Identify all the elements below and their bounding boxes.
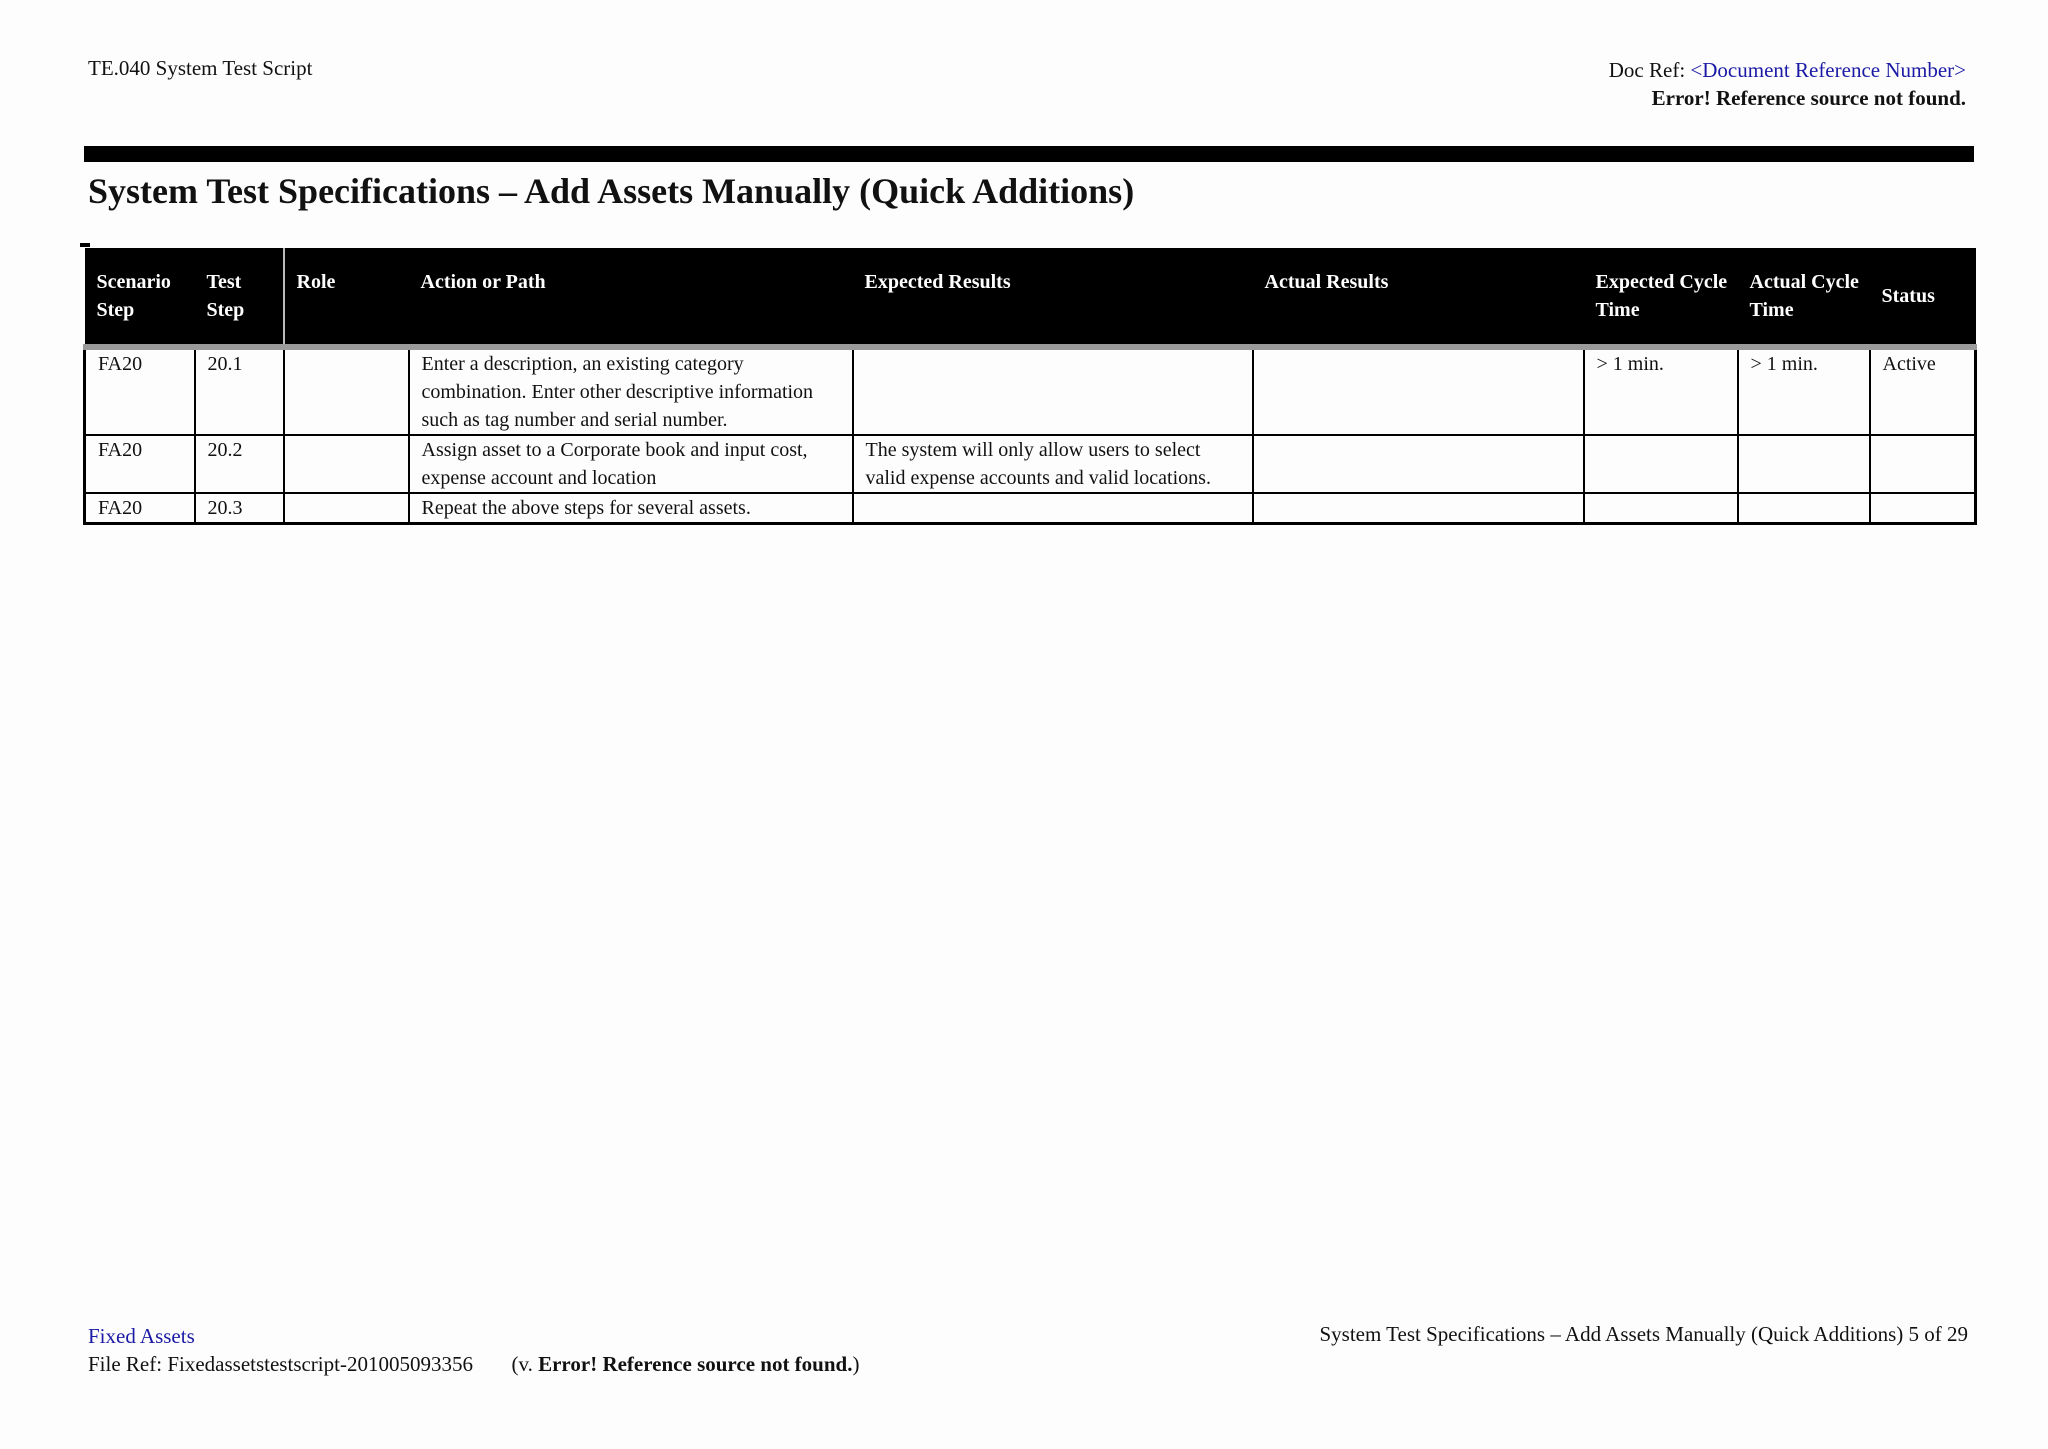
doc-ref-label: Doc Ref:: [1608, 58, 1691, 82]
cell-actual-cycle-time: > 1 min.: [1738, 347, 1870, 435]
header-doc-ref: [1609, 56, 1966, 112]
cell-expected-results: [853, 347, 1253, 435]
cell-role: [284, 493, 409, 524]
cell-action-or-path: Enter a description, an existing category combination. Enter other descriptive information such as tag number and serial number.: [409, 347, 853, 435]
cell-expected-results: [853, 493, 1253, 524]
cell-actual-cycle-time: [1738, 493, 1870, 524]
cell-actual-results: [1253, 493, 1584, 524]
cell-scenario-step: FA20: [85, 435, 195, 493]
cell-role: [284, 435, 409, 493]
footer-file-ref: File Ref: Fixedassetstestscript-201005093356: [88, 1352, 473, 1376]
cell-action-or-path: Repeat the above steps for several assets.: [409, 493, 853, 524]
cell-actual-cycle-time: [1738, 435, 1870, 493]
col-header-status: Status: [1870, 248, 1976, 347]
table-row: [85, 347, 1976, 435]
cell-actual-results: [1253, 435, 1584, 493]
table-anchor-mark: [80, 243, 90, 247]
footer-file-ref-line: [88, 1350, 859, 1378]
table-row: [85, 435, 1976, 493]
cell-expected-cycle-time: > 1 min.: [1584, 347, 1738, 435]
cell-status: [1870, 493, 1976, 524]
col-header-expected-results: Expected Results: [853, 248, 1253, 347]
col-header-role: Role: [284, 248, 409, 347]
cell-test-step: 20.2: [195, 435, 284, 493]
cell-scenario-step: FA20: [85, 493, 195, 524]
page-title: System Test Specifications – Add Assets Manually (Quick Additions): [88, 171, 1135, 211]
test-spec-table: [83, 248, 1977, 525]
cell-action-or-path: Assign asset to a Corporate book and input cost, expense account and location: [409, 435, 853, 493]
footer-page-info: System Test Specifications – Add Assets Manually (Quick Additions) 5 of 29: [1319, 1322, 1968, 1346]
footer-fixed-assets-link[interactable]: Fixed Assets: [88, 1324, 195, 1348]
table-row: [85, 493, 1976, 524]
header-rule: [84, 146, 1974, 162]
cell-expected-cycle-time: [1584, 493, 1738, 524]
doc-ref-line: [1609, 56, 1966, 84]
cell-status: Active: [1870, 347, 1976, 435]
footer-version-suffix: ): [852, 1352, 860, 1376]
footer-version-prefix: (v.: [511, 1352, 539, 1376]
cell-test-step: 20.3: [195, 493, 284, 524]
cell-actual-results: [1253, 347, 1584, 435]
table-header-row: [85, 248, 1976, 347]
col-header-expected-cycle-time: Expected Cycle Time: [1584, 248, 1738, 347]
col-header-actual-cycle-time: Actual Cycle Time: [1738, 248, 1870, 347]
cell-scenario-step: FA20: [85, 347, 195, 435]
doc-ref-error: Error! Reference source not found.: [1651, 86, 1966, 110]
col-header-actual-results: Actual Results: [1253, 248, 1584, 347]
col-header-scenario-step: Scenario Step: [85, 248, 195, 347]
col-header-action-or-path: Action or Path: [409, 248, 853, 347]
cell-expected-results: The system will only allow users to select valid expense accounts and valid locations.: [853, 435, 1253, 493]
footer-left: [88, 1322, 859, 1378]
footer-version-error: Error! Reference source not found.: [538, 1352, 853, 1376]
cell-test-step: 20.1: [195, 347, 284, 435]
doc-ref-value: <Document Reference Number>: [1690, 58, 1966, 82]
cell-role: [284, 347, 409, 435]
cell-status: [1870, 435, 1976, 493]
cell-expected-cycle-time: [1584, 435, 1738, 493]
col-header-test-step: Test Step: [195, 248, 284, 347]
header-doc-name: TE.040 System Test Script: [88, 56, 313, 80]
